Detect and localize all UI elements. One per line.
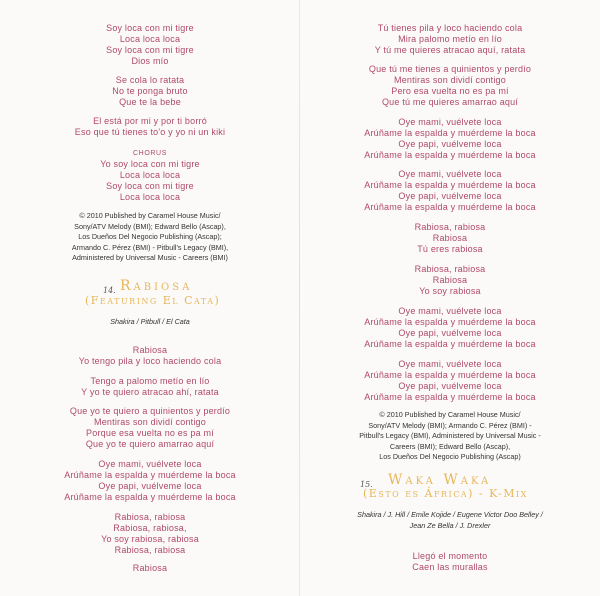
lyric-line: Arúñame la espalda y muérdeme la boca	[364, 370, 536, 380]
credit-line: © 2010 Published by Caramel House Music/	[79, 211, 221, 220]
lyric-line: Mentiras son dividí contigo	[394, 75, 506, 85]
lyric-stanza	[300, 306, 600, 350]
lyric-line: Soy loca con mi tigre	[106, 181, 194, 191]
lyric-line: Arúñame la espalda y muérdeme la boca	[364, 128, 536, 138]
lyric-line: Rabiosa, rabiosa	[414, 264, 486, 274]
lyric-stanza	[0, 459, 300, 503]
lyric-line: Tú eres rabiosa	[417, 244, 483, 254]
lyric-line: Dios mío	[131, 56, 169, 66]
lyric-line: Arúñame la espalda y muérdeme la boca	[364, 180, 536, 190]
lyric-line: Oye papi, vuélveme loca	[98, 481, 202, 491]
lyric-line: Eso que tú tienes to'o y yo ni un kiki	[74, 127, 226, 137]
lyric-line: Rabiosa, rabiosa,	[113, 523, 187, 533]
lyric-stanza	[300, 551, 600, 573]
track-artists	[0, 316, 300, 327]
lyric-stanza	[300, 23, 600, 56]
track-title: Rabiosa	[120, 278, 193, 294]
artists-line: Jean Ze Bella / J. Drexler	[409, 521, 491, 530]
lyric-line: Oye papi, vuélveme loca	[398, 191, 502, 201]
right-page	[300, 0, 600, 596]
lyric-line: Que tú me tienes a quinientos y perdío	[368, 64, 532, 74]
track-subtitle: (Featuring El Cata)	[85, 294, 221, 307]
publishing-credits	[300, 410, 600, 463]
lyric-line: Oye mami, vuélvete loca	[398, 117, 502, 127]
track-number: 14.	[103, 286, 116, 295]
lyric-line: No te ponga bruto	[112, 86, 188, 96]
lyric-line: Porque esa vuelta no es pa mí	[86, 428, 214, 438]
track-subtitle: (Esto es África) - K-Mix	[363, 487, 528, 500]
credit-line: Sony/ATV Melody (BMI); Armando C. Pérez (BMI) -	[368, 420, 532, 430]
chorus-label: CHORUS	[133, 150, 167, 157]
lyric-line: Soy loca con mi tigre	[106, 23, 194, 33]
lyric-stanza	[0, 345, 300, 367]
lyric-line: Mira palomo metío en lío	[398, 34, 502, 44]
lyric-stanza	[0, 406, 300, 450]
track-artists	[300, 509, 600, 531]
lyric-stanza	[300, 169, 600, 213]
artists-line: Shakira / Pitbull / El Cata	[110, 317, 190, 326]
lyric-stanza	[0, 512, 300, 556]
lyric-line: Rabiosa, rabiosa	[114, 512, 186, 522]
lyric-stanza	[300, 359, 600, 403]
lyric-line: Rabiosa, rabiosa	[414, 222, 486, 232]
chorus-stanza	[0, 148, 300, 203]
lyric-line: Tú tienes pila y loco haciendo cola	[377, 23, 523, 33]
lyric-line: Oye papi, vuélveme loca	[398, 381, 502, 391]
lyric-line: Arúñame la espalda y muérdeme la boca	[64, 492, 236, 502]
credit-line: Pitbull's Legacy (BMI), Administered by Universal Music -	[359, 431, 541, 440]
lyric-stanza	[300, 64, 600, 108]
lyric-line: Y yo te quiero atracao ahí, ratata	[81, 387, 219, 397]
lyric-stanza	[0, 75, 300, 108]
lyric-line: Yo soy loca con mi tigre	[100, 159, 200, 169]
lyric-line: Oye mami, vuélvete loca	[398, 169, 502, 179]
credit-line: Armando C. Pérez (BMI) - Pitbull's Legacy (BMI),	[71, 242, 229, 252]
lyric-line: Y tú me quieres atracao aquí, ratata	[374, 45, 526, 55]
lyric-line: Que te la bebe	[119, 97, 181, 107]
lyric-line: Arúñame la espalda y muérdeme la boca	[364, 150, 536, 160]
lyric-stanza	[0, 116, 300, 138]
lyric-line: Oye mami, vuélvete loca	[398, 359, 502, 369]
lyric-line: Caen las murallas	[412, 562, 488, 572]
credit-line: Los Dueños Del Negocio Publishing (Ascap)	[379, 452, 521, 461]
lyric-line: Loca loca loca	[119, 170, 181, 180]
lyric-line: Arúñame la espalda y muérdeme la boca	[364, 317, 536, 327]
credit-line: Los Dueños Del Negocio Publishing (Ascap);	[78, 232, 222, 241]
lyric-line: Llegó el momento	[412, 551, 488, 561]
lyric-line: Yo tengo pila y loco haciendo cola	[78, 356, 222, 366]
lyric-line: El está por mi y por ti borró	[93, 116, 207, 126]
credit-line: Administered by Universal Music - Careers (BMI)	[72, 253, 228, 262]
lyric-stanza	[0, 563, 300, 574]
lyric-stanza	[0, 376, 300, 398]
track-number: 15.	[360, 480, 373, 489]
lyric-line: Que yo te quiero amarrao aquí	[85, 439, 215, 449]
lyric-stanza	[300, 264, 600, 297]
lyric-line: Yo soy rabiosa	[419, 286, 481, 296]
lyric-line: Tengo a palomo metío en lío	[90, 376, 210, 386]
credit-line: Sony/ATV Melody (BMI); Edward Bello (Ascap),	[74, 221, 226, 231]
artists-line: Shakira / J. Hill / Emile Kojide / Eugene Victor Doo Belley /	[357, 510, 543, 519]
lyric-line: Oye mami, vuélvete loca	[98, 459, 202, 469]
lyric-line: Rabiosa	[432, 233, 468, 243]
lyric-stanza	[300, 222, 600, 255]
credit-line: Careers (BMI); Edward Bello (Ascap),	[389, 441, 511, 451]
lyric-line: Yo soy rabiosa, rabiosa	[101, 534, 199, 544]
lyric-line: Oye papi, vuélveme loca	[398, 328, 502, 338]
lyric-line: Mentiras son dividí contigo	[94, 417, 206, 427]
lyric-line: Rabiosa	[132, 563, 168, 573]
lyric-stanza	[0, 23, 300, 67]
lyric-line: Se cola lo ratata	[115, 75, 185, 85]
lyric-line: Rabiosa	[132, 345, 168, 355]
lyric-line: Loca loca loca	[119, 34, 181, 44]
lyric-line: Loca loca loca	[119, 192, 181, 202]
publishing-credits	[0, 211, 300, 264]
lyric-line: Rabiosa, rabiosa	[114, 545, 186, 555]
lyric-line: Oye mami, vuélvete loca	[398, 306, 502, 316]
lyric-line: Arúñame la espalda y muérdeme la boca	[64, 470, 236, 480]
lyric-line: Arúñame la espalda y muérdeme la boca	[364, 392, 536, 402]
lyric-line: Que tú me quieres amarrao aquí	[381, 97, 519, 107]
lyric-line: Arúñame la espalda y muérdeme la boca	[364, 339, 536, 349]
lyric-line: Oye papi, vuélveme loca	[398, 139, 502, 149]
lyric-line: Arúñame la espalda y muérdeme la boca	[364, 202, 536, 212]
credit-line: © 2010 Published by Caramel House Music/	[379, 410, 521, 419]
track-title: Waka Waka	[388, 472, 492, 488]
lyric-stanza	[300, 117, 600, 161]
lyric-line: Soy loca con mi tigre	[106, 45, 194, 55]
lyric-line: Rabiosa	[432, 275, 468, 285]
lyric-line: Que yo te quiero a quinientos y perdío	[69, 406, 231, 416]
lyric-line: Pero esa vuelta no es pa mí	[391, 86, 509, 96]
